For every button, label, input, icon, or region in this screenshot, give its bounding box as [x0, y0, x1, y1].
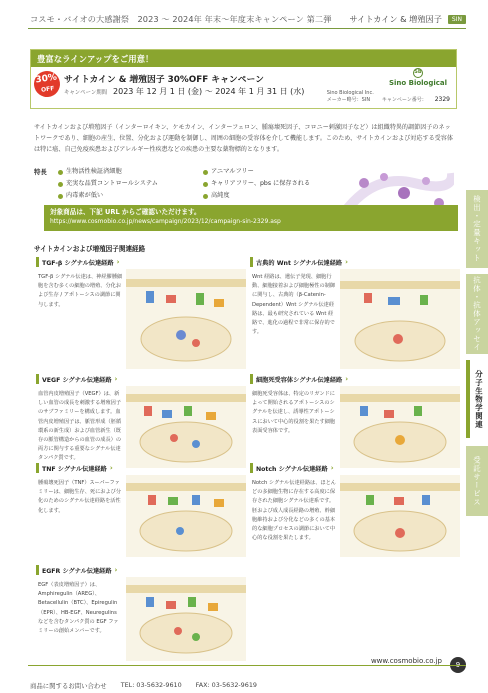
chevron-right-icon: ›: [330, 464, 334, 472]
features-label: 特長: [34, 168, 47, 176]
badge-off: OFF: [40, 85, 55, 94]
bullet-icon: [203, 170, 208, 175]
chevron-right-icon: ›: [114, 375, 118, 383]
maker-tag: SIN: [448, 15, 466, 24]
pathway-diagram: [126, 475, 246, 557]
contact-info: [30, 681, 257, 690]
bullet-icon: [58, 194, 63, 199]
chevron-right-icon: ›: [109, 464, 113, 472]
contact-label: 商品に関するお問い合わせ: [30, 682, 107, 690]
pathway-desc: 細胞死受容体は、特定のリガンドによって開始されるアポトーシスのシグナルを伝達し、誘導性アポトーシスにおいて中心的役割を果たす細胞表面受容体です。: [252, 391, 336, 434]
campaign-period: [64, 86, 304, 97]
pathway-title[interactable]: 古典的 Wnt シグナル伝達経路 ›: [250, 257, 348, 267]
feature-item: 内毒素が低い: [58, 191, 203, 201]
bullet-icon: [58, 182, 63, 187]
discount-badge: [32, 69, 61, 98]
pathway-title[interactable]: TNF シグナル伝達経路 ›: [36, 463, 113, 473]
badge-percent: 30%: [34, 72, 58, 86]
maker-label: Sino Biological Inc. メーカー略号：SIN: [326, 90, 374, 103]
pathway-diagram: [340, 269, 460, 369]
website-link[interactable]: www.cosmobio.co.jp: [370, 657, 442, 665]
page-footer: [0, 657, 488, 693]
pathway-desc: 血管内皮増殖因子（VEGF）は、新しい血管の成長を刺激する増殖因子のサブファミリーを構成します。血管内皮増殖因子は、脈管形成（胚循環系の新生成）および血管新生（既存の脈管構造からの血管の成長）の両方に関与する重要なシグナル伝達タンパク質です。: [38, 391, 122, 462]
pathway-title[interactable]: TGF-β シグナル伝達経路 ›: [36, 257, 119, 267]
page-header: [0, 0, 488, 34]
side-tab-detection[interactable]: 検出・定量キット: [466, 190, 488, 268]
pathway-diagram: [126, 577, 246, 661]
feature-item: 充実な品質コントロールシステム: [58, 179, 203, 189]
pathway-card-vegf: [36, 374, 248, 460]
campaign-meta: [327, 90, 450, 103]
pathway-desc: TGF-β シグナル伝達は、神経膠腫細胞を含む多くの細胞の増殖、分化および生存 / アポトーシスの調節に関与します。: [38, 274, 123, 308]
pathway-desc: Notch シグナル伝達経路は、ほとんどの多細胞生物に存在する高度に保存された細胞シグナル伝達系です。胚および成人成長経路の増殖、幹細胞維持および分化などの多くの基本的な細胞プロセスの調節において中心的な役割を果たします。: [252, 480, 336, 542]
notice-line1: 対象商品は、下記 URL からご確認いただけます。: [50, 208, 201, 216]
notice-url-link[interactable]: https://www.cosmobio.co.jp/news/campaign/2023/12/campaign-sin-2329.asp: [50, 218, 281, 225]
header-title: コスモ・バイオの大感謝祭 2023 ～ 2024年 年末～年度末キャンペーン 第二弾: [30, 14, 332, 24]
pathway-diagram: [340, 386, 460, 468]
pathway-card-death-receptor: [250, 374, 462, 460]
pathway-title[interactable]: Notch シグナル伝達経路 ›: [250, 463, 334, 473]
pathway-diagram: [340, 475, 460, 557]
pathway-card-tgf: [36, 257, 248, 372]
bullet-icon: [203, 182, 208, 187]
pathway-card-tnf: [36, 463, 248, 549]
features-list: [58, 167, 358, 201]
footer-rule: [28, 665, 466, 666]
campaign-banner: [30, 49, 457, 109]
side-tab-antibody[interactable]: 抗体・抗体アッセイ: [466, 274, 488, 354]
contact-tel: TEL: 03-5632-9610: [120, 681, 182, 689]
pathway-card-egfr: [36, 565, 248, 651]
period-value: 2023 年 12 月 1 日 (金) ～ 2024 年 1 月 31 日 (水): [113, 87, 305, 96]
feature-item: 高純度: [203, 191, 353, 201]
pathway-card-notch: [250, 463, 462, 549]
pathway-title[interactable]: VEGF シグナル伝達経路 ›: [36, 374, 117, 384]
period-label: キャンペーン期間: [64, 90, 108, 96]
logo-text: Sino Biological: [388, 79, 448, 87]
pathway-title[interactable]: 細胞死受容体シグナル伝達経路 ›: [250, 374, 348, 384]
feature-item: 生物活性検証済細胞: [58, 167, 203, 177]
banner-strip: 豊富なラインアップをご用意！: [31, 50, 456, 67]
pathway-desc: Wnt 経路は、遺伝子発現、細胞行動、細胞接着および細胞極性の制御に関与し、古典的（β-Catenin-Dependent）Wnt シグナル伝達経路は、最も研究されている Wnt 経路で、進化の過程で非常に保存的です。: [252, 274, 336, 336]
chevron-right-icon: ›: [345, 258, 349, 266]
header-rule: [28, 28, 466, 29]
pathway-card-wnt: [250, 257, 462, 372]
sino-logo: [388, 68, 448, 87]
feature-item: キャリアフリー、pbs に保存される: [203, 179, 353, 189]
chevron-right-icon: ›: [114, 566, 118, 574]
pathway-desc: 腫瘍壊死因子（TNF）スーパーファミリーは、細胞生存、死におよび分化のためのシグナル伝達経路を活性化します。: [38, 480, 122, 514]
intro-text: サイトカインおよび増殖因子（インターロイキン、ケモカイン、インターフェロン、腫瘍壊死因子、コロニー刺激因子など）は組織特異的調節因子のネットワークであり、細胞の産生、位置、分化および運動を制御し、周囲の細胞の受容体を介して機能します。このため、サイトカインおよび対応する受容体は特に癌、自己免疫疾患およびアレルギー性疾患などの疾患の主要な薬物標的となります。: [34, 124, 453, 153]
header-section: [350, 14, 466, 25]
chevron-right-icon: ›: [345, 375, 349, 383]
chevron-right-icon: ›: [116, 258, 120, 266]
contact-fax: FAX: 03-5632-9619: [195, 681, 257, 689]
bullet-icon: [58, 170, 63, 175]
feature-item: アニマルフリー: [203, 167, 353, 177]
bullet-icon: [203, 194, 208, 199]
logo-mark-icon: SB: [413, 68, 423, 78]
pathway-title[interactable]: EGFR シグナル伝達経路 ›: [36, 565, 117, 575]
side-tab-molecular-biology[interactable]: 分子生物学関連: [466, 360, 488, 438]
pathway-diagram: [126, 269, 246, 369]
pathway-diagram: [126, 386, 246, 468]
campaign-title: サイトカイン & 増殖因子 30%OFF キャンペーン: [64, 75, 264, 85]
campaign-number: 2329: [434, 96, 450, 103]
side-tab-services[interactable]: 受託サービス: [466, 446, 488, 516]
notice-box: [44, 205, 458, 231]
section-title: サイトカインおよび増殖因子関連経路: [34, 245, 146, 253]
pathway-desc: EGF（表皮増殖因子）は、Amphiregulin（AREG）、Betacellulin（BTC）、Epiregulin（EPR）、HB-EGF、Neuregulins などを含むタンパク質の EGF ファミリーの創始メンバーです。: [38, 582, 119, 635]
campaign-number-label: キャンペーン番号：: [381, 97, 427, 103]
header-section-label: サイトカイン & 増殖因子: [349, 14, 442, 24]
